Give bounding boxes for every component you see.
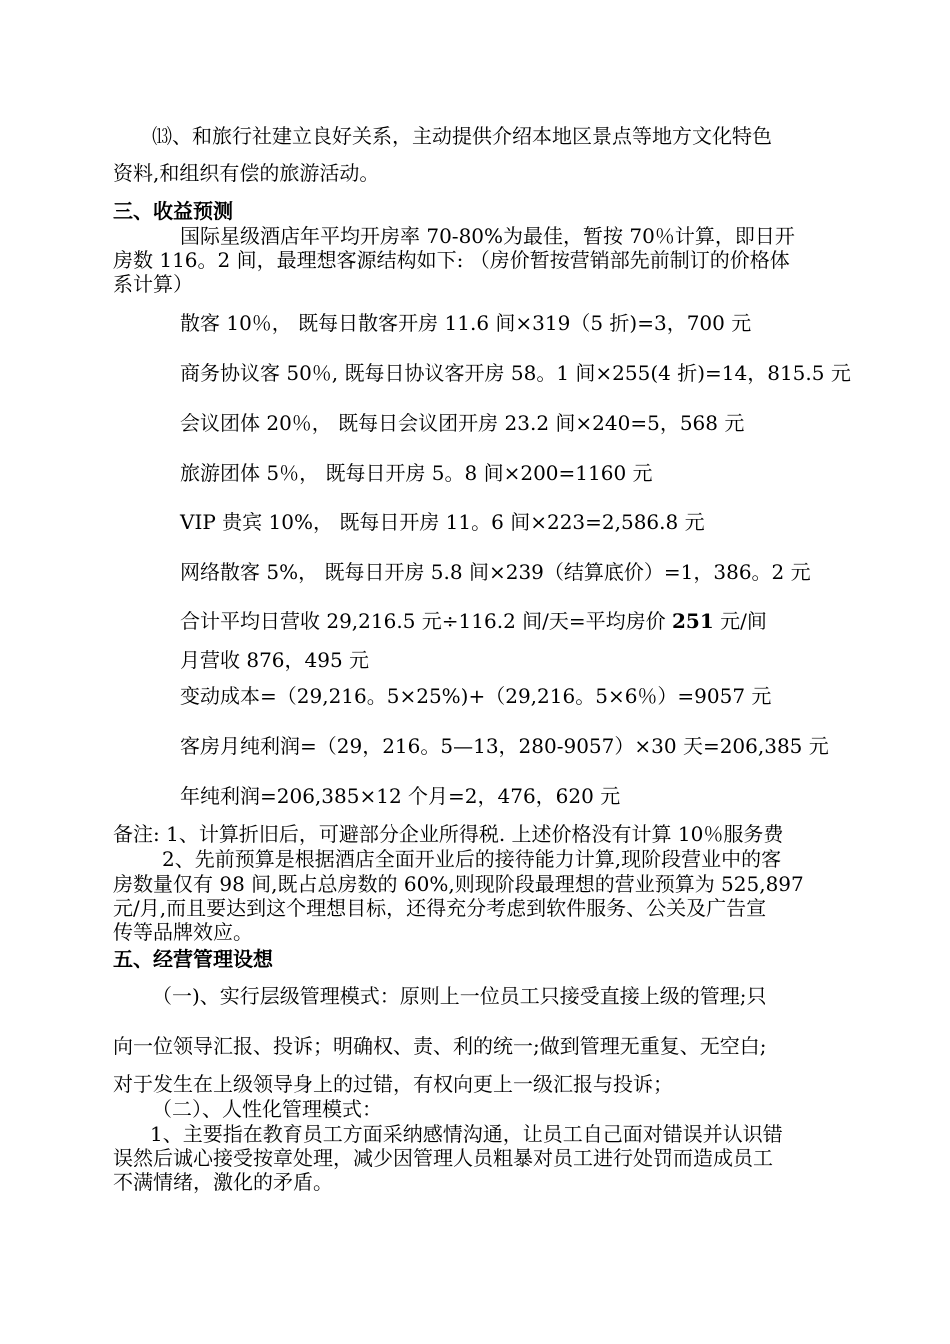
- notes-line-1: 备注: 1、计算折旧后，可避部分企业所得税. 上述价格没有计算 10％服务费: [113, 822, 784, 846]
- section-heading-management: 五、经营管理设想: [113, 947, 273, 971]
- section-heading-revenue-forecast: 三、收益预测: [113, 199, 233, 223]
- forecast-variable-cost: 变动成本=（29,216。5×25%)+（29,216。5×6％）=9057 元: [180, 684, 772, 708]
- forecast-item-vip: VIP 贵宾 10%， 既每日开房 11。6 间×223=2,586.8 元: [180, 510, 705, 534]
- management-p1-line-2: 向一位领导汇报、投诉；明确权、责、利的统一;做到管理无重复、无空白;: [113, 1034, 767, 1058]
- notes-line-3: 房数量仅有 98 间,既占总房数的 60%,则现阶段最理想的营业预算为 525,897: [113, 872, 804, 896]
- average-room-rate: 251: [672, 609, 714, 633]
- notes-line-5: 传等品牌效应。: [113, 920, 253, 944]
- forecast-para-line-3: 系计算）: [113, 272, 193, 296]
- intro-line-2: 资料,和组织有偿的旅游活动。: [113, 161, 380, 185]
- management-p3-line-3: 不满情绪，激化的矛盾。: [113, 1170, 333, 1194]
- forecast-total-suffix: 元/间: [713, 609, 767, 633]
- forecast-annual-profit: 年纯利润=206,385×12 个月=2，476，620 元: [180, 784, 621, 808]
- management-p2-heading: （二）、人性化管理模式：: [152, 1097, 382, 1121]
- forecast-item-walkin: 散客 10％， 既每日散客开房 11.6 间×319（5 折)=3，700 元: [180, 311, 752, 335]
- notes-line-4: 元/月,而且要达到这个理想目标，还得充分考虑到软件服务、公关及广告宣: [113, 896, 767, 920]
- forecast-para-line-1: 国际星级酒店年平均开房率 70-80%为最佳，暂按 70％计算，即日开: [180, 224, 795, 248]
- forecast-monthly-profit: 客房月纯利润=（29，216。5—13，280-9057）×30 天=206,385 元: [180, 734, 829, 758]
- notes-line-2: 2、先前预算是根据酒店全面开业后的接待能力计算,现阶段营业中的客: [162, 847, 782, 871]
- forecast-monthly-revenue: 月营收 876，495 元: [180, 648, 370, 672]
- forecast-total-prefix: 合计平均日营收 29,216.5 元÷116.2 间/天=平均房价: [180, 609, 673, 633]
- management-p1-line-3: 对于发生在上级领导身上的过错，有权向更上一级汇报与投诉；: [113, 1072, 673, 1096]
- forecast-item-conference: 会议团体 20％， 既每日会议团开房 23.2 间×240=5，568 元: [180, 411, 745, 435]
- forecast-para-line-2: 房数 116。2 间，最理想客源结构如下: （房价暂按营销部先前制订的价格体: [113, 248, 790, 272]
- forecast-item-business: 商务协议客 50％, 既每日协议客开房 58。1 间×255(4 折)=14，815.5 元: [180, 361, 851, 385]
- management-p3-line-1: 1、主要指在教育员工方面采纳感情沟通，让员工自己面对错误并认识错: [150, 1122, 783, 1146]
- intro-line-1: ⒀、和旅行社建立良好关系，主动提供介绍本地区景点等地方文化特色: [152, 124, 772, 148]
- forecast-item-online: 网络散客 5%， 既每日开房 5.8 间×239（结算底价）=1，386。2 元: [180, 560, 811, 584]
- management-p1-line-1: （一)、实行层级管理模式：原则上一位员工只接受直接上级的管理;只: [152, 984, 767, 1008]
- forecast-total: [180, 608, 767, 634]
- forecast-item-tour: 旅游团体 5％， 既每日开房 5。8 间×200=1160 元: [180, 461, 653, 485]
- management-p3-line-2: 误然后诚心接受按章处理，减少因管理人员粗暴对员工进行处罚而造成员工: [113, 1146, 773, 1170]
